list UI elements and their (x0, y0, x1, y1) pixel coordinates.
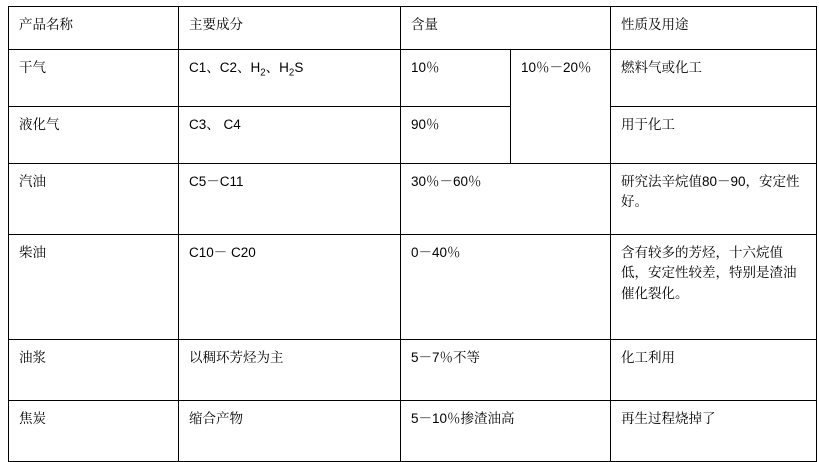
composition-part-2: 、H (265, 60, 289, 75)
product-properties-table (8, 6, 817, 462)
header-cell-content: 含量 (401, 7, 611, 50)
table-row (9, 50, 817, 107)
cell-content-primary: 90％ (401, 107, 511, 164)
cell-content-range: 10％－20％ (511, 50, 611, 164)
table-row (9, 164, 817, 235)
cell-product-name: 油浆 (9, 340, 179, 401)
cell-properties-use: 用于化工 (611, 107, 817, 164)
table-row (9, 235, 817, 340)
cell-properties-use: 含有较多的芳烃，十六烷值低，安定性较差，特别是渣油催化裂化。 (611, 235, 817, 340)
cell-content-primary: 10％ (401, 50, 511, 107)
header-cell-properties-use: 性质及用途 (611, 7, 817, 50)
document-page (0, 6, 819, 438)
cell-composition: C3、 C4 (179, 107, 401, 164)
cell-product-name: 汽油 (9, 164, 179, 235)
table-header-row (9, 7, 817, 50)
table-row (9, 340, 817, 401)
cell-composition (179, 50, 401, 107)
cell-product-name: 柴油 (9, 235, 179, 340)
composition-part-3: S (294, 60, 304, 75)
cell-properties-use: 燃料气或化工 (611, 50, 817, 107)
cell-composition: 缩合产物 (179, 401, 401, 462)
cell-properties-use: 化工利用 (611, 340, 817, 401)
cell-product-name: 液化气 (9, 107, 179, 164)
cell-product-name: 干气 (9, 50, 179, 107)
cell-properties-use: 再生过程烧掉了 (611, 401, 817, 462)
cell-composition: 以稠环芳烃为主 (179, 340, 401, 401)
cell-content: 0－40％ (401, 235, 611, 340)
header-cell-composition: 主要成分 (179, 7, 401, 50)
composition-subscript-2: 2 (288, 67, 295, 79)
composition-subscript-1: 2 (260, 67, 266, 79)
cell-composition: C10－ C20 (179, 235, 401, 340)
composition-part-1: C1、C2、H (189, 60, 261, 75)
header-cell-product-name: 产品名称 (9, 7, 179, 50)
table-row (9, 107, 817, 164)
cell-product-name: 焦炭 (9, 401, 179, 462)
cell-content: 5－7％不等 (401, 340, 611, 401)
cell-content: 5－10％掺渣油高 (401, 401, 611, 462)
cell-composition: C5－C11 (179, 164, 401, 235)
cell-content: 30％－60％ (401, 164, 611, 235)
table-row (9, 401, 817, 462)
cell-properties-use: 研究法辛烷值80－90，安定性好。 (611, 164, 817, 235)
